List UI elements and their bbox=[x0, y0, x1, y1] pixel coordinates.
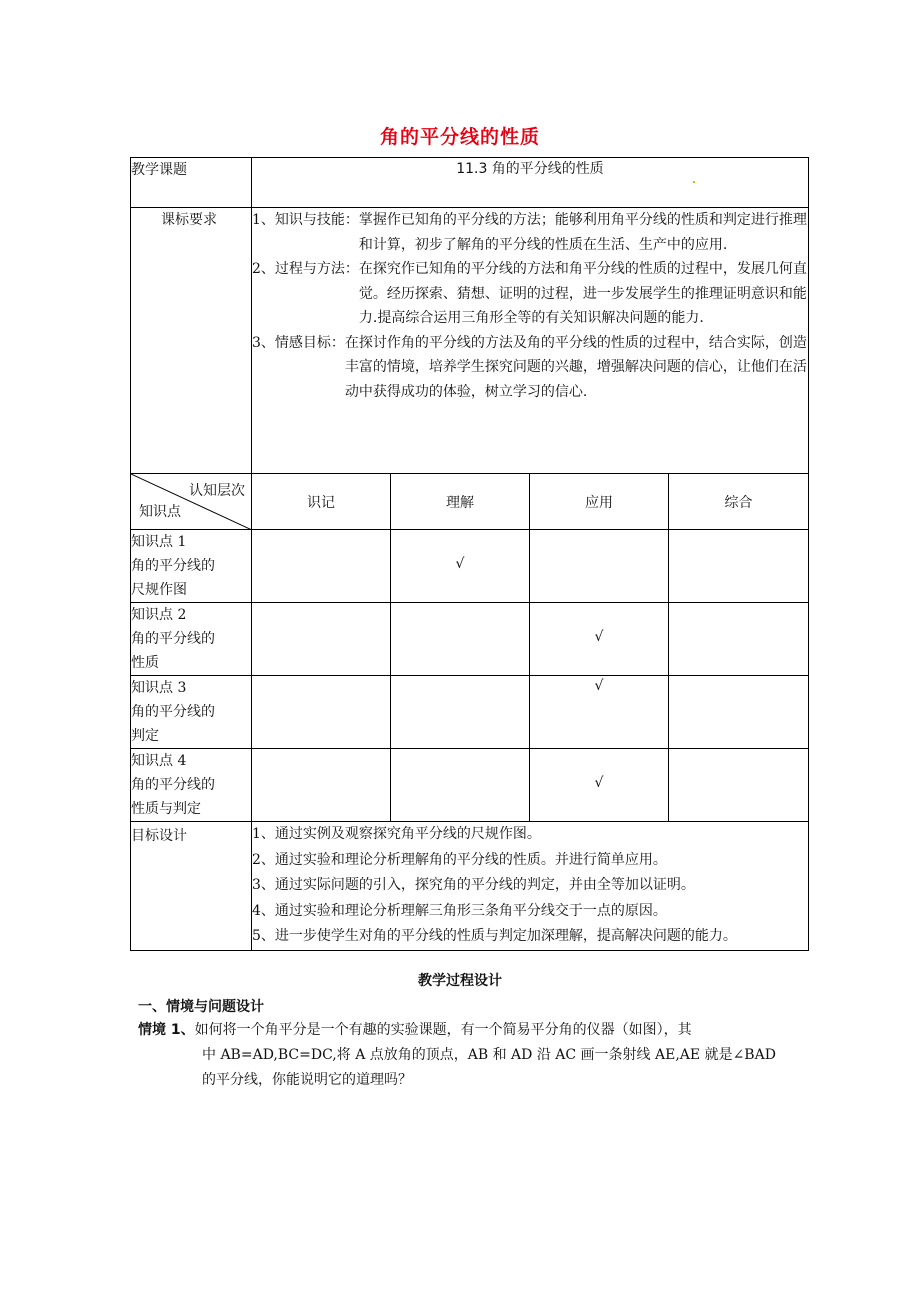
mark-cell bbox=[391, 676, 530, 749]
mark-cell: √ bbox=[530, 676, 669, 749]
requirement-item bbox=[252, 257, 808, 331]
goals-row bbox=[131, 822, 809, 951]
goal-item: 4、通过实验和理论分析理解三角形三条角平分线交于一点的原因。 bbox=[252, 902, 667, 919]
levels-header-row bbox=[131, 474, 809, 530]
knowledge-point-cell bbox=[131, 676, 252, 749]
knowledge-row bbox=[131, 530, 809, 603]
knowledge-row bbox=[131, 603, 809, 676]
knowledge-point-name: 知识点 1 bbox=[131, 534, 187, 550]
goal-item: 2、通过实验和理论分析理解角的平分线的性质。并进行简单应用。 bbox=[252, 851, 667, 868]
mark-cell: √ bbox=[391, 530, 530, 603]
scenario-paragraph bbox=[138, 1018, 818, 1093]
knowledge-point-name: 知识点 3 bbox=[131, 680, 187, 696]
lesson-plan-table bbox=[130, 157, 809, 951]
knowledge-point-cell bbox=[131, 749, 252, 822]
scenario-line: 的平分线，你能说明它的道理吗？ bbox=[202, 1072, 412, 1088]
mark-cell bbox=[252, 603, 391, 676]
knowledge-point-desc: 尺规作图 bbox=[131, 582, 187, 598]
requirement-item bbox=[252, 208, 808, 257]
goal-item: 3、通过实际问题的引入，探究角的平分线的判定，并由全等加以证明。 bbox=[252, 877, 695, 893]
mark-cell bbox=[669, 749, 809, 822]
level-header: 应用 bbox=[530, 474, 669, 530]
mark-cell bbox=[391, 603, 530, 676]
knowledge-point-desc: 角的平分线的 bbox=[131, 777, 215, 793]
mark-cell: √ bbox=[530, 749, 669, 822]
level-header: 识记 bbox=[252, 474, 391, 530]
mark-cell bbox=[252, 676, 391, 749]
scenario-line: 中 AB=AD,BC=DC,将 A 点放角的顶点，AB 和 AD 沿 AC 画一条射线 AE,AE 就是∠BAD bbox=[202, 1047, 776, 1063]
goals-label: 目标设计 bbox=[131, 822, 252, 951]
goal-item: 1、通过实例及观察探究角平分线的尺规作图。 bbox=[252, 826, 541, 842]
knowledge-point-cell bbox=[131, 603, 252, 676]
requirement-head: 2、过程与方法： bbox=[252, 261, 359, 277]
speck-mark bbox=[693, 181, 695, 183]
scenario-tag: 情境 1、 bbox=[138, 1022, 195, 1038]
diagonal-header-cell bbox=[131, 474, 252, 530]
mark-cell: √ bbox=[530, 603, 669, 676]
mark-cell bbox=[669, 530, 809, 603]
diag-knowledge-label: 知识点 bbox=[139, 504, 181, 520]
mark-cell bbox=[530, 530, 669, 603]
requirements-row bbox=[131, 208, 809, 474]
topic-label: 教学课题 bbox=[131, 158, 252, 208]
mark-cell bbox=[391, 749, 530, 822]
requirement-head: 1、知识与技能： bbox=[252, 212, 359, 228]
mark-cell bbox=[252, 749, 391, 822]
level-header: 理解 bbox=[391, 474, 530, 530]
section-title: 教学过程设计 bbox=[418, 973, 502, 989]
requirement-body: 在探究作已知角的平分线的方法和角平分线的性质的过程中，发展几何直觉。经历探索、猜想、证明的过程，进一步发展学生的推理证明意识和能力.提高综合运用三角形全等的有关知识解决问题的能力. bbox=[358, 261, 807, 326]
knowledge-point-desc: 判定 bbox=[131, 728, 159, 744]
document-title: 角的平分线的性质 bbox=[379, 126, 540, 148]
knowledge-point-desc: 角的平分线的 bbox=[131, 558, 215, 574]
scenario-line: 如何将一个角平分是一个有趣的实验课题，有一个简易平分角的仪器（如图），其 bbox=[194, 1022, 692, 1038]
mark-cell bbox=[252, 530, 391, 603]
goals-cell bbox=[252, 822, 809, 951]
topic-row bbox=[131, 158, 809, 208]
knowledge-point-desc: 性质 bbox=[131, 655, 159, 671]
mark-cell bbox=[669, 603, 809, 676]
requirement-body: 在探讨作角的平分线的方法及角的平分线的性质的过程中，结合实际，创造丰富的情境，培养学生探究问题的兴趣，增强解决问题的信心，让他们在活动中获得成功的体验，树立学习的信心. bbox=[344, 334, 807, 400]
knowledge-point-desc: 角的平分线的 bbox=[131, 631, 215, 647]
knowledge-point-name: 知识点 2 bbox=[131, 607, 187, 623]
requirements-label: 课标要求 bbox=[131, 208, 252, 474]
knowledge-point-desc: 角的平分线的 bbox=[131, 704, 215, 720]
requirement-item bbox=[252, 331, 808, 405]
level-header: 综合 bbox=[669, 474, 809, 530]
knowledge-point-cell bbox=[131, 530, 252, 603]
mark-cell bbox=[669, 676, 809, 749]
knowledge-point-name: 知识点 4 bbox=[131, 753, 187, 769]
goal-item: 5、进一步使学生对角的平分线的性质与判定加深理解，提高解决问题的能力。 bbox=[252, 928, 737, 944]
knowledge-row bbox=[131, 749, 809, 822]
topic-value: 11.3 角的平分线的性质 bbox=[252, 158, 809, 208]
knowledge-point-desc: 性质与判定 bbox=[131, 801, 201, 817]
diag-level-label: 认知层次 bbox=[189, 483, 245, 499]
requirement-body: 掌握作已知角的平分线的方法；能够利用角平分线的性质和判定进行推理和计算，初步了解角的平分线的性质在生活、生产中的应用. bbox=[358, 212, 807, 253]
requirement-head: 3、情感目标： bbox=[252, 334, 345, 351]
requirements-cell bbox=[252, 208, 809, 474]
section-heading: 一、情境与问题设计 bbox=[138, 999, 264, 1015]
knowledge-row bbox=[131, 676, 809, 749]
